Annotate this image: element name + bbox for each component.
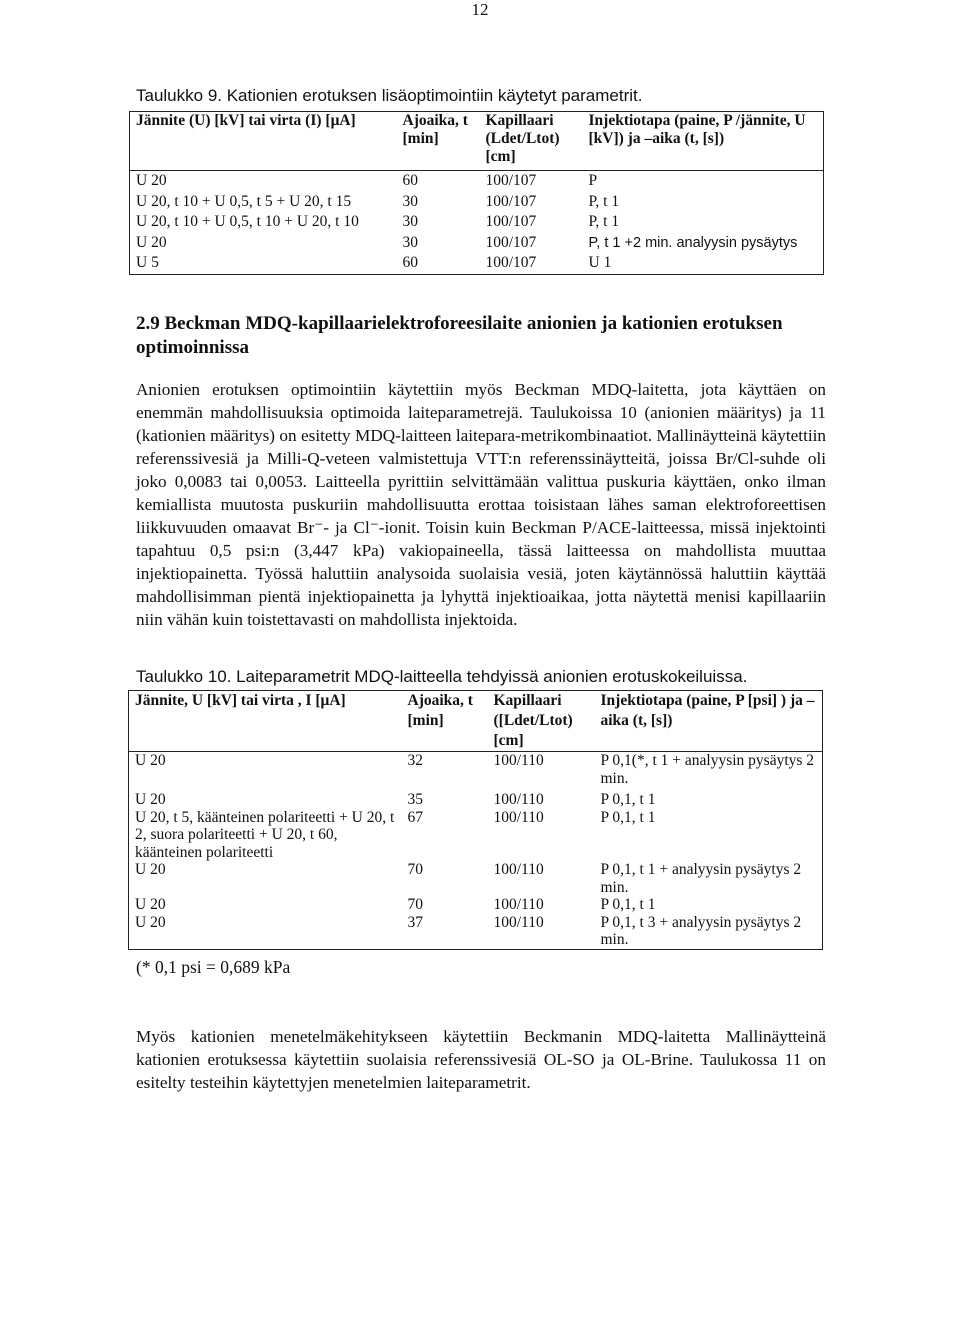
table10-header-voltage: Jännite, U [kV] tai virta , I [μA]: [135, 692, 346, 709]
table10-cell-voltage: U 20: [129, 752, 402, 788]
table10-cell-capillary: 100/110: [493, 896, 544, 913]
table9-header-voltage: Jännite (U) [kV] tai virta (I) [μA]: [136, 112, 356, 129]
table-row: [130, 253, 824, 274]
table9-cell-time: 30: [402, 192, 418, 210]
table10-header-injection: Injektiotapa (paine, P [psi] ) ja –aika (t, [s]): [600, 692, 815, 729]
table10-cell-capillary: 100/110: [493, 808, 544, 826]
table10-cell-voltage: U 20, t 5, käänteinen polariteetti + U 20, t 2, suora polariteetti + U 20, t 60, käänteinen polariteetti: [135, 808, 395, 861]
table10-cell-voltage: U 20: [135, 791, 166, 808]
table-row: [129, 896, 823, 914]
table9-cell-injection: P, t 1: [588, 192, 620, 210]
table9-cell-capillary: 100/107: [485, 233, 537, 251]
table9-cell-capillary: 100/107: [485, 192, 537, 210]
table10-cell-capillary: 100/110: [493, 791, 544, 808]
table10-cell-injection: P 0,1, t 1 + analyysin pysäytys 2 min.: [600, 861, 802, 896]
table10-cell-voltage: U 20: [135, 861, 166, 878]
closing-paragraph: Myös kationien menetelmäkehitykseen käytettiin Beckmanin MDQ-laitetta Mallinäytteinä kationien erotuksessa käytettiin suolaisia referenssivesiä OL-SO ja OL-Brine. Taulukossa 11 on esitelty testeihin käytettyjen menetelmien laiteparametrit.: [136, 1027, 826, 1092]
table10-header-time: Ajoaika, t [min]: [407, 692, 473, 729]
table9: [129, 111, 824, 275]
table-row: [129, 861, 823, 896]
table10-cell-injection: P 0,1, t 3 + analyysin pysäytys 2 min.: [600, 913, 802, 948]
table10-cell-time: 67: [407, 808, 423, 826]
table9-cell-time: 60: [397, 171, 480, 192]
page-number: 12: [471, 0, 489, 19]
table10-cell-time: 70: [407, 896, 423, 913]
table9-cell-injection: P, t 1: [588, 213, 620, 230]
table-row: [129, 809, 823, 862]
table10-cell-voltage: U 20: [135, 896, 166, 913]
table10-caption: Taulukko 10. Laiteparametrit MDQ-laitteella tehdyissä anionien erotuskokeiluissa.: [136, 667, 748, 686]
table10-cell-time: 35: [407, 791, 423, 808]
table10-cell-time: 32: [402, 752, 488, 788]
table10-header-capillary: Kapillaari ([Ldet/Ltot) [cm]: [493, 692, 573, 749]
table9-cell-injection: P: [583, 171, 824, 192]
table10-cell-capillary: 100/110: [493, 913, 544, 931]
table9-cell-injection: P, t 1 +2 min. analyysin pysäytys: [588, 234, 798, 251]
table10-cell-injection: P 0,1(*, t 1 + analyysin pysäytys 2 min.: [595, 752, 823, 788]
table9-cell-capillary: 100/107: [485, 254, 537, 271]
table10-cell-injection: P 0,1, t 1: [600, 791, 656, 808]
table9-cell-voltage: U 20: [130, 171, 397, 192]
table10: [128, 690, 823, 950]
table9-cell-voltage: U 20, t 10 + U 0,5, t 10 + U 20, t 10: [136, 213, 359, 230]
table10-cell-capillary: 100/110: [488, 752, 595, 788]
table10-cell-injection: P 0,1, t 1: [600, 896, 656, 913]
section-paragraph: Anionien erotuksen optimointiin käytettiin myös Beckman MDQ-laitetta, jota käyttäen on enemmän mahdollisuuksia optimoida laiteparametrejä. Taulukoissa 10 (anionien määritys) ja 11 (kationien määritys) on esitetty MDQ-laitteen laitepara-metrikombinaatiot. Mallinäytteinä käytettiin referenssivesiä ja Milli-Q-veteen valmistettuja VTT:n referenssinäytteitä, joissa Br/Cl-suhde oli joko 0,0083 tai 0,0053. Laitteella pyrittiin selvittämään valittua puskuria käyttäen, onko ilman kemiallista muutosta puskuriin mahdollisuutta erottaa toisistaan lähes saman elektroforeettisen liikkuvuuden omaavat Br⁻- ja Cl⁻-ionit. Toisin kuin Beckman P/ACE-laitteessa, missä injektointi tapahtuu 0,5 psi:n (3,447 kPa) vakiopaineella, tässä laitteessa on mahdollista muuttaa injektiopainetta. Työssä haluttiin analysoida suolaisia vesiä, joten käytännössä haluttiin käyttää mahdollisimman pientä injektiopainetta ja lyhyttä injektioaikaa, jotta näytettä menisi kapillaariin niin vähän kuin toistettavasti on mahdollista injektoida.: [136, 380, 826, 629]
table9-caption: Taulukko 9. Kationien erotuksen lisäoptimointiin käytetyt parametrit.: [136, 86, 643, 105]
table9-cell-time: 30: [402, 213, 418, 230]
table-row: [129, 787, 823, 809]
table10-cell-capillary: 100/110: [493, 861, 544, 878]
table9-cell-voltage: U 20, t 10 + U 0,5, t 5 + U 20, t 15: [136, 192, 352, 210]
table9-cell-injection: U 1: [588, 254, 612, 271]
table9-header-time: Ajoaika, t [min]: [402, 112, 468, 147]
table9-header-capillary: Kapillaari (Ldet/Ltot) [cm]: [485, 112, 560, 165]
table9-cell-time: 30: [402, 233, 418, 251]
table9-cell-capillary: 100/107: [485, 213, 537, 230]
table9-cell-voltage: U 5: [136, 254, 159, 271]
table10-cell-time: 70: [407, 861, 423, 878]
table-row: [129, 914, 823, 950]
section-heading: 2.9 Beckman MDQ-kapillaarielektroforeesilaite anionien ja kationien erotuksen optimoinnissa: [136, 313, 783, 358]
table-row: [130, 171, 824, 192]
table9-header-injection: Injektiotapa (paine, P /jännite, U [kV]) ja –aika (t, [s]): [588, 112, 806, 147]
table10-footnote: (* 0,1 psi = 0,689 kPa: [136, 957, 291, 977]
table-row: [130, 233, 824, 254]
table10-cell-voltage: U 20: [135, 913, 166, 931]
table-row: [130, 192, 824, 213]
table9-cell-time: 60: [402, 254, 418, 271]
table9-cell-capillary: 100/107: [480, 171, 583, 192]
table9-cell-voltage: U 20: [136, 233, 167, 251]
table10-cell-injection: P 0,1, t 1: [600, 808, 656, 826]
table-row: [129, 752, 823, 788]
table10-cell-time: 37: [407, 913, 423, 931]
table-row: [130, 212, 824, 233]
